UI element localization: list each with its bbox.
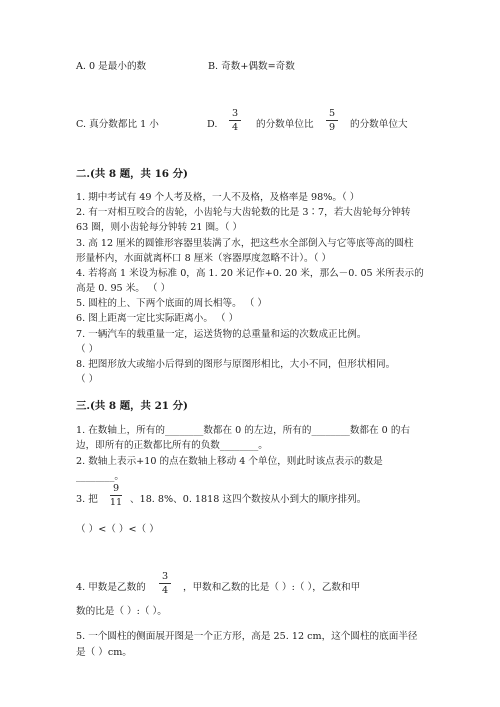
s2-line: 4. 若将高 1 米设为标准 0，高 1. 20 米记作+0. 20 米，那么－0. 05 米所表示的: [76, 268, 424, 279]
s2-line: 1. 期中考试有 49 个人考及格，一人不及格，及格率是 98%。（ ）: [76, 192, 360, 203]
s2-line: 高是 0. 95 米。 （ ）: [76, 283, 171, 294]
s2-line: 63 圈，则小齿轮每分钟转 21 圈。（ ）: [76, 222, 243, 233]
s3-q2-line1: 2. 数轴上表示+10 的点在数轴上移动 4 个单位，则此时该点表示的数是: [76, 456, 383, 467]
s3-q3-prefix: 3. 把: [76, 494, 98, 505]
s2-line: 形量杯内，水面就离杯口 8 厘米（容器厚度忽略不计）。（ ）: [76, 253, 332, 264]
s3-q4-line2: 数的比是（ ）:（ ）。: [76, 606, 167, 617]
option-d-fraction-1: [227, 108, 243, 133]
fraction-bar: [159, 583, 171, 584]
fraction-bar: [326, 120, 338, 121]
fraction-numerator: 9: [112, 483, 120, 494]
fraction-bar: [110, 495, 122, 496]
section-2-title: 二.(共 8 题，共 16 分): [76, 168, 188, 180]
option-c: C. 真分数都比 1 小: [76, 119, 159, 130]
s3-q3-answer: （ ）<（ ）<（ ）: [76, 524, 159, 535]
s3-q2-line2: ________。: [76, 471, 124, 482]
s3-q4-fraction: [157, 571, 173, 596]
section-3-title: 三.(共 8 题，共 21 分): [76, 400, 188, 412]
fraction-denominator: 9: [328, 122, 336, 133]
s3-q4-suffix: ，甲数和乙数的比是（ ）:（ ），乙数和甲: [183, 582, 361, 593]
option-d-fraction-2: [324, 108, 340, 133]
s3-q5-line2: 是（ ）cm。: [76, 647, 132, 658]
fraction-denominator: 11: [109, 497, 123, 508]
s2-line: 5. 圆柱的上、下两个底面的周长相等。 （ ）: [76, 298, 267, 309]
option-d-prefix: D.: [207, 119, 218, 130]
option-d-suffix: 的分数单位大: [350, 119, 408, 130]
option-d-middle: 的分数单位比: [256, 119, 314, 130]
fraction-numerator: 3: [231, 108, 239, 119]
s2-line: 3. 高 12 厘米的圆锥形容器里装满了水，把这些水全部倒入与它等底等高的圆柱: [76, 238, 414, 249]
s2-line: 7. 一辆汽车的载重量一定，运送货物的总重量和运的次数成正比例。: [76, 329, 367, 340]
s2-line: 8. 把图形放大或缩小后得到的图形与原图形相比，大小不同，但形状相同。: [76, 359, 396, 370]
fraction-numerator: 5: [328, 108, 336, 119]
fraction-bar: [229, 120, 241, 121]
s3-q1-line2: 边，即所有的正数都比所有的负数________。: [76, 440, 268, 451]
s2-line: （ ）: [76, 374, 99, 385]
s3-q3-suffix: 、18. 8%、0. 1818 这四个数按从小到大的顺序排列。: [130, 494, 367, 505]
s3-q5-line1: 5. 一个圆柱的侧面展开图是一个正方形，高是 25. 12 cm，这个圆柱的底面半径: [76, 631, 418, 642]
option-b: B. 奇数+偶数=奇数: [208, 61, 295, 72]
option-a: A. 0 是最小的数: [76, 61, 147, 72]
s3-q3-fraction: [108, 483, 124, 508]
s3-q1-line1: 1. 在数轴上，所有的________数都在 0 的左边，所有的________数都在 0 的右: [76, 425, 411, 436]
s2-line: 6. 图上距离一定比实际距离小。 （ ）: [76, 313, 239, 324]
fraction-denominator: 4: [161, 585, 169, 596]
s2-line: 2. 有一对相互咬合的齿轮，小齿轮与大齿轮数的比是 3∶7，若大齿轮每分钟转: [76, 207, 411, 218]
fraction-numerator: 3: [161, 571, 169, 582]
s2-line: （ ）: [76, 344, 99, 355]
s3-q4-prefix: 4. 甲数是乙数的: [76, 582, 146, 593]
fraction-denominator: 4: [231, 122, 239, 133]
